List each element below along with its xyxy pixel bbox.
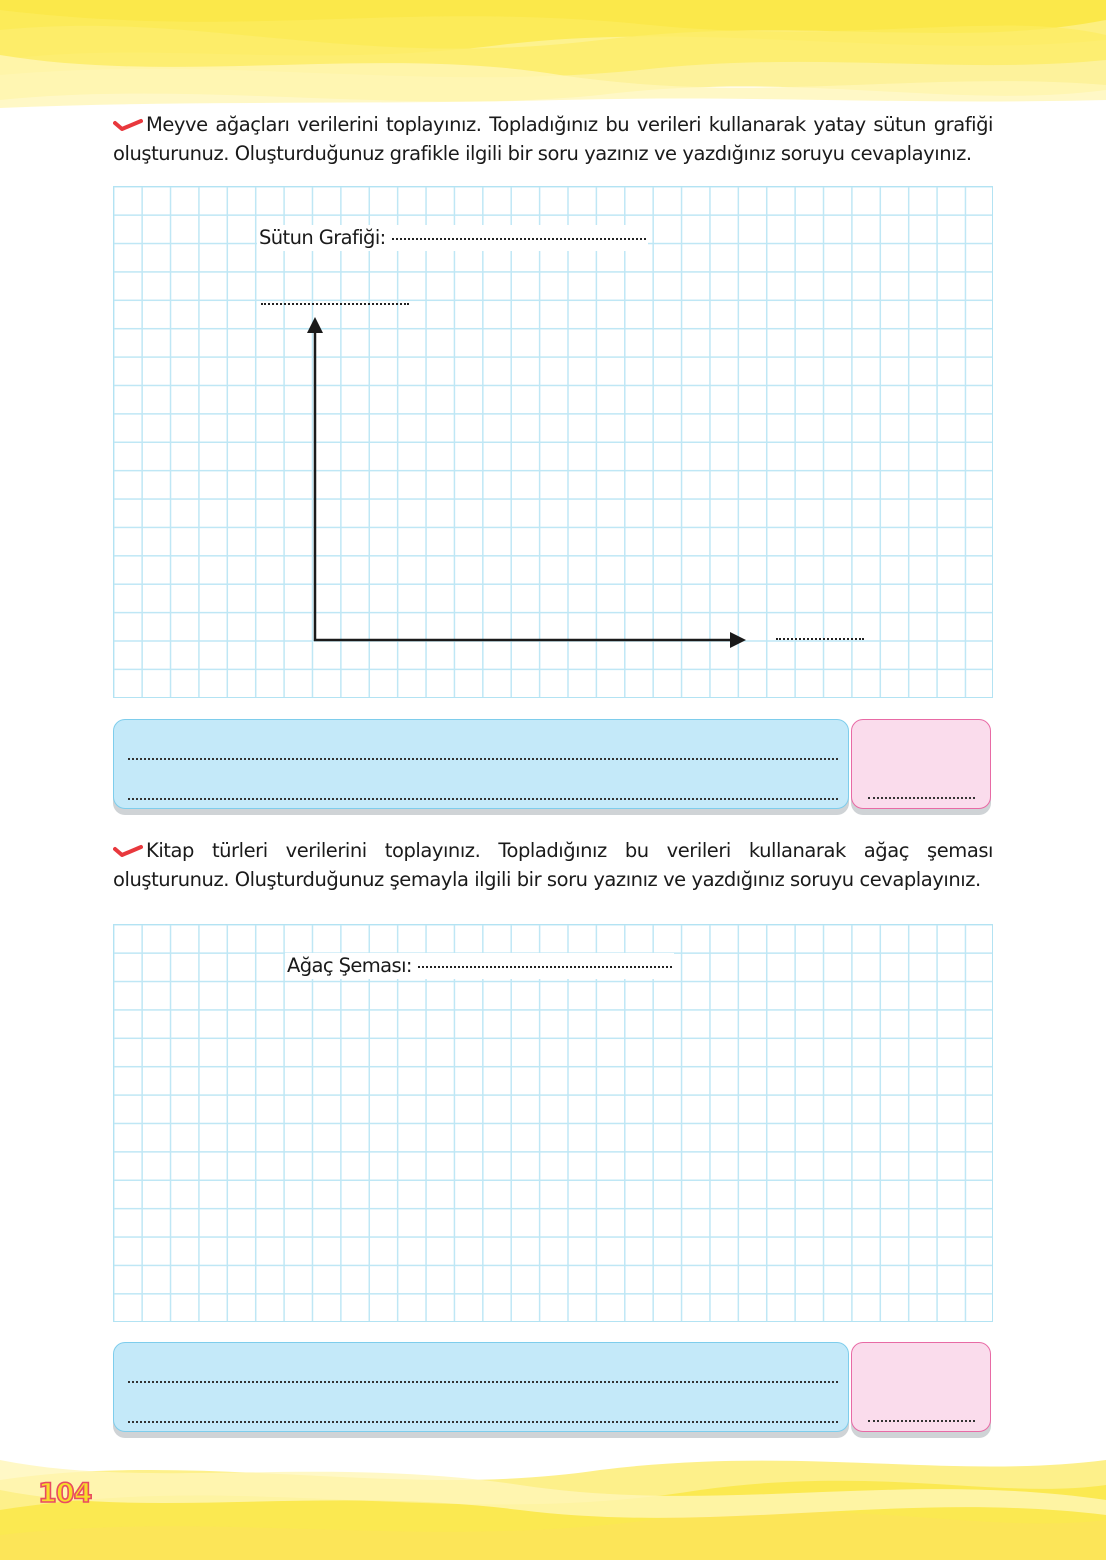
top-yellow-wave: [0, 0, 1106, 110]
x-axis-label-blank[interactable]: [776, 638, 864, 640]
answer-line-answer[interactable]: [128, 798, 838, 800]
diagram-title-label: [285, 953, 674, 979]
chart-axes: [114, 187, 994, 699]
answer-box-1[interactable]: [113, 719, 849, 809]
answer-line-answer[interactable]: [128, 1421, 838, 1423]
check-mark-icon: [113, 841, 143, 859]
task-2-text: Kitap türleri verilerini toplayınız. Topladığınız bu verileri kullanarak ağaç şeması oluşturunuz. Oluşturduğunuz şemayla ilgili bir soru yazınız ve yazdığınız soruyu cevaplayınız.: [113, 839, 993, 891]
diagram-title-blank[interactable]: [418, 966, 672, 968]
check-mark-icon: [113, 115, 143, 133]
answer-line-question[interactable]: [128, 1381, 838, 1383]
bottom-yellow-wave: [0, 1440, 1106, 1560]
task-1-text: Meyve ağaçları verilerini toplayınız. Topladığınız bu verileri kullanarak yatay sütun grafiği oluşturunuz. Oluşturduğunuz grafikle ilgili bir soru yazınız ve yazdığınız soruyu cevaplayınız.: [113, 113, 993, 165]
task-1-instruction: [113, 110, 993, 168]
answer-box-2[interactable]: [113, 1342, 849, 1432]
score-box-1[interactable]: [851, 719, 991, 809]
score-line[interactable]: [868, 797, 975, 799]
score-line[interactable]: [868, 1420, 975, 1422]
task-2-instruction: [113, 836, 993, 894]
tree-diagram-grid-area[interactable]: [113, 924, 993, 1322]
y-axis-arrow-icon: [307, 317, 323, 333]
x-axis-arrow-icon: [730, 632, 746, 648]
score-box-2[interactable]: [851, 1342, 991, 1432]
answer-line-question[interactable]: [128, 758, 838, 760]
page-number: 104: [38, 1478, 92, 1509]
chart-title-text: Sütun Grafiği:: [259, 226, 386, 249]
chart-grid-area[interactable]: [113, 186, 993, 698]
diagram-title-text: Ağaç Şeması:: [287, 954, 412, 977]
